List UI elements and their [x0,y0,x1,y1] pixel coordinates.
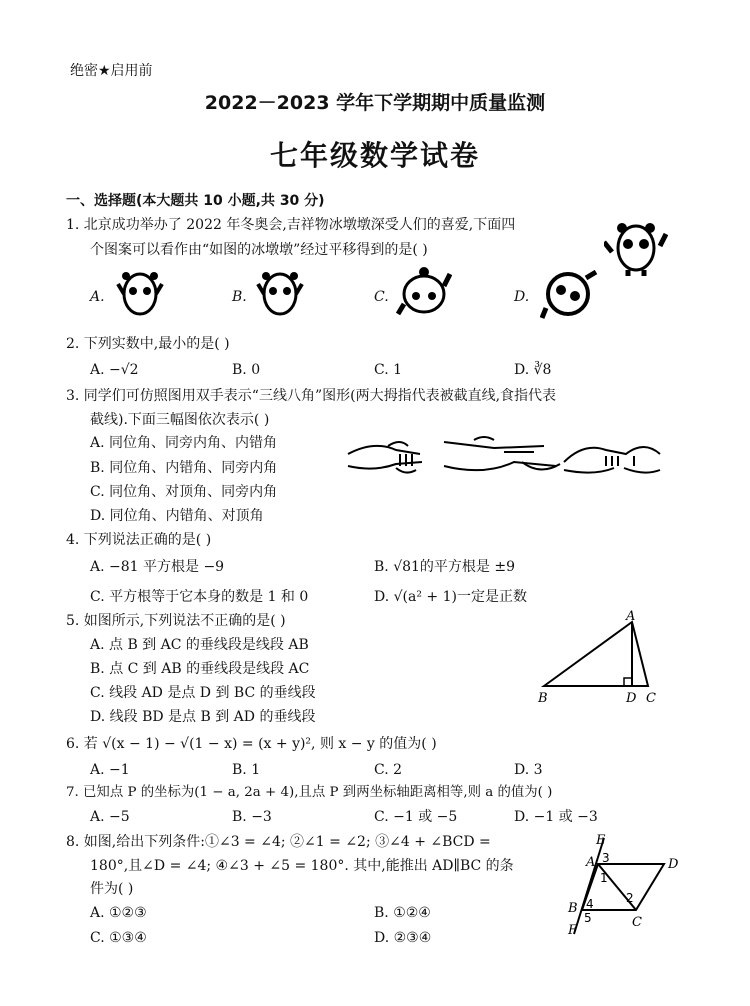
q3-option-d: D. 同位角、内错角、对顶角 [90,508,264,524]
hand-gesture-figures [344,432,664,480]
figure-label-e: E [596,833,606,848]
q6-option-a: A. −1 [90,762,130,778]
q8-line-2: 180°,且∠D = ∠4; ④∠3 + ∠5 = 180°. 其中,能推出 AD∥BC 的条 [90,858,514,874]
exam-name: 2022－2023 学年下学期期中质量监测 [204,92,546,114]
q8-option-d: D. ②③④ [374,930,432,946]
q3-line-1: 3. 同学们可仿照图用双手表示“三线八角”图形(两大拇指代表被截直线,食指代表 [66,388,557,404]
q8-line-3: 件为( ) [90,881,134,897]
q2-option-c: C. 1 [374,362,403,378]
q3-option-c: C. 同位角、对顶角、同旁内角 [90,484,278,500]
q1-line-1: 1. 北京成功举办了 2022 年冬奥会,吉祥物冰墩墩深受人们的喜爱,下面四 [66,217,516,233]
q1-option-d: D. [514,289,530,305]
q3-option-a: A. 同位角、同旁内角、内错角 [90,435,278,451]
q2-option-a: A. −√2 [90,362,139,378]
hand-gesture-2 [444,437,560,470]
angle-label-1: 1 [600,871,608,885]
q4-stem: 4. 下列说法正确的是( ) [66,532,212,548]
q8-option-b: B. ①②④ [374,905,431,921]
figure-label-f: F [568,923,578,938]
paper-title: 七年级数学试卷 [269,139,480,172]
q6-option-c: C. 2 [374,762,403,778]
mascot-option-a-image [116,264,164,322]
q3-option-b: B. 同位角、内错角、同旁内角 [90,460,278,476]
q7-option-b: B. −3 [232,809,272,825]
figure-label-d: D [668,857,679,872]
hand-gesture-3 [564,447,660,473]
angle-label-4: 4 [586,897,594,911]
figure-label-a: A [626,610,636,624]
triangle-abc-figure [534,610,666,706]
q1-line-2: 个图案可以看作由“如图的冰墩墩”经过平移得到的是( ) [90,242,428,258]
q4-option-b: B. √81的平方根是 ±9 [374,559,516,575]
q7-option-a: A. −5 [90,809,130,825]
mascot-option-d-image [540,264,598,322]
q6-option-b: B. 1 [232,762,261,778]
q2-option-d: D. ∛8 [514,362,552,378]
q5-option-c: C. 线段 AD 是点 D 到 BC 的垂线段 [90,685,316,701]
figure-label-c: C [632,915,642,930]
q6-option-d: D. 3 [514,762,543,778]
angle-label-2: 2 [626,891,634,905]
figure-label-b: B [538,691,548,706]
q4-option-a: A. −81 平方根是 −9 [90,559,225,575]
q1-option-b: B. [232,289,247,305]
q3-line-2: 截线).下面三幅图依次表示( ) [90,412,270,428]
figure-label-b: B [568,901,578,916]
q6-stem: 6. 若 √(x − 1) − √(1 − x) = (x + y)², 则 x − y 的值为( ) [66,736,437,752]
confidential-mark: 绝密★启用前 [70,63,153,79]
q5-option-b: B. 点 C 到 AB 的垂线段是线段 AC [90,661,310,677]
figure-label-a: A [586,855,596,870]
mascot-reference-image [604,212,668,278]
q5-option-d: D. 线段 BD 是点 B 到 AD 的垂线段 [90,709,316,725]
figure-label-d: D [626,691,637,706]
q5-stem: 5. 如图所示,下列说法不正确的是( ) [66,613,286,629]
mascot-option-b-image [256,264,304,322]
q2-option-b: B. 0 [232,362,261,378]
hand-gesture-1 [348,442,422,473]
q8-option-c: C. ①③④ [90,930,147,946]
angle-label-3: 3 [602,851,610,865]
q5-option-a: A. 点 B 到 AC 的垂线段是线段 AB [90,637,309,653]
figure-label-c: C [646,691,656,706]
mascot-option-c-image [396,264,452,322]
q1-option-a: A. [90,289,105,305]
q1-option-c: C. [374,289,389,305]
q7-option-c: C. −1 或 −5 [374,809,458,825]
angle-label-5: 5 [584,911,592,925]
q2-stem: 2. 下列实数中,最小的是( ) [66,336,230,352]
q4-option-d: D. √(a² + 1)一定是正数 [374,589,527,605]
q7-stem: 7. 已知点 P 的坐标为(1 − a, 2a + 4),且点 P 到两坐标轴距离相等,则 a 的值为( ) [66,785,553,800]
q4-option-c: C. 平方根等于它本身的数是 1 和 0 [90,589,309,605]
q8-option-a: A. ①②③ [90,905,147,921]
parallelogram-figure [560,830,690,938]
q8-line-1: 8. 如图,给出下列条件:①∠3 = ∠4; ②∠1 = ∠2; ③∠4 + ∠BCD = [66,834,491,850]
section-heading: 一、选择题(本大题共 10 小题,共 30 分) [66,193,325,209]
q7-option-d: D. −1 或 −3 [514,809,598,825]
